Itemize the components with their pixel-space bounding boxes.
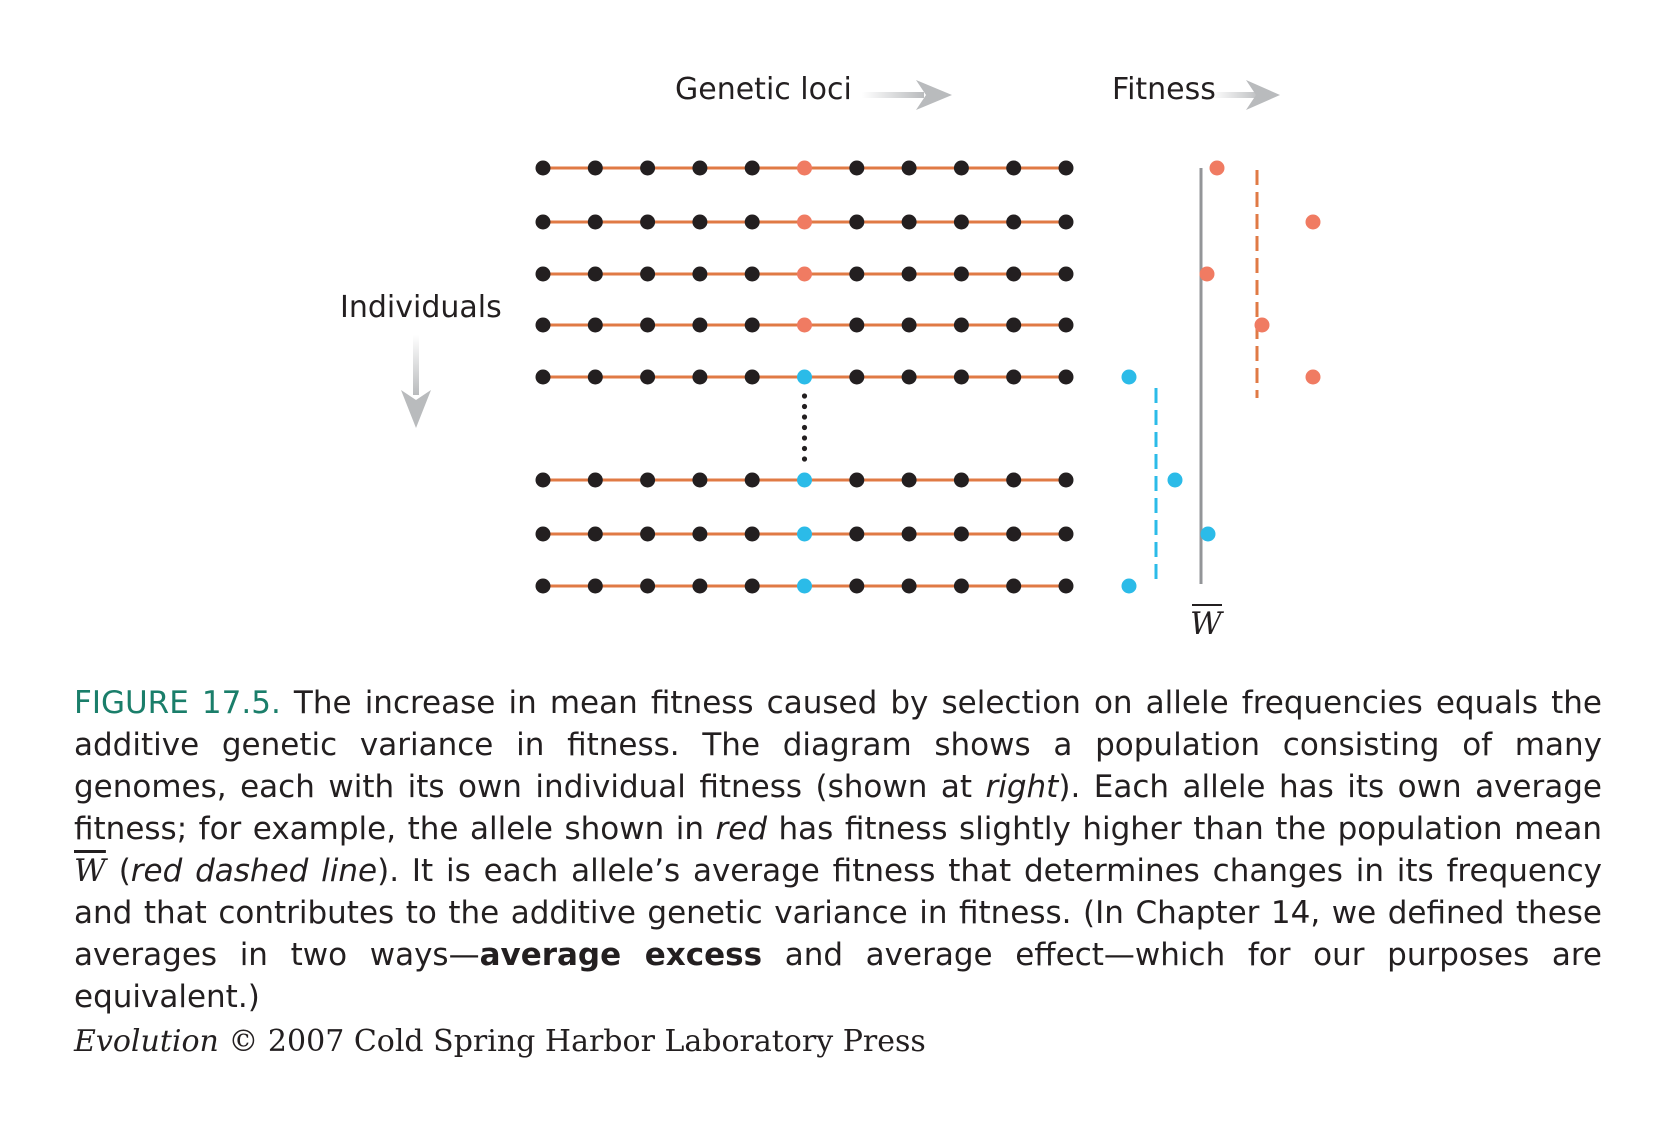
- locus-dot: [902, 579, 917, 594]
- locus-dot: [1059, 370, 1074, 385]
- locus-dot: [849, 579, 864, 594]
- locus-dot: [588, 161, 603, 176]
- locus-dot: [902, 161, 917, 176]
- locus-dot: [1059, 267, 1074, 282]
- red-allele-dot: [797, 267, 812, 282]
- locus-dot: [536, 215, 551, 230]
- fitness-dot-blue-4: [1122, 579, 1137, 594]
- ellipsis-dot: [802, 404, 807, 409]
- red-allele-dot: [797, 318, 812, 333]
- locus-dot: [1059, 527, 1074, 542]
- locus-dot: [954, 267, 969, 282]
- locus-dot: [536, 267, 551, 282]
- locus-dot: [1059, 579, 1074, 594]
- locus-dot: [640, 161, 655, 176]
- locus-dot: [954, 473, 969, 488]
- locus-dot: [640, 370, 655, 385]
- locus-dot: [1006, 267, 1021, 282]
- locus-dot: [692, 473, 707, 488]
- locus-dot: [954, 161, 969, 176]
- locus-dot: [902, 473, 917, 488]
- locus-dot: [902, 370, 917, 385]
- locus-dot: [588, 370, 603, 385]
- genome-row: [536, 318, 1074, 333]
- locus-dot: [640, 579, 655, 594]
- ellipsis-dots: [802, 393, 807, 461]
- locus-dot: [588, 473, 603, 488]
- locus-dot: [745, 579, 760, 594]
- locus-dot: [640, 215, 655, 230]
- locus-dot: [745, 267, 760, 282]
- locus-dot: [536, 370, 551, 385]
- locus-dot: [640, 267, 655, 282]
- locus-dot: [1006, 473, 1021, 488]
- locus-dot: [536, 318, 551, 333]
- blue-allele-dot: [797, 370, 812, 385]
- fitness-dot-blue-2: [1168, 473, 1183, 488]
- locus-dot: [640, 473, 655, 488]
- locus-dot: [1006, 215, 1021, 230]
- fitness-dot-red-2: [1306, 215, 1321, 230]
- blue-allele-dot: [797, 473, 812, 488]
- individuals-label: Individuals: [340, 290, 502, 325]
- individuals-arrow: [401, 335, 431, 428]
- locus-dot: [588, 267, 603, 282]
- locus-dot: [849, 527, 864, 542]
- genome-row: [536, 579, 1074, 594]
- genetic-loci-arrow: [862, 80, 952, 110]
- genome-row: [536, 215, 1074, 230]
- average-excess-term: average excess: [479, 937, 763, 973]
- ellipsis-dot: [802, 435, 807, 440]
- mean-fitness-symbol: W: [1190, 606, 1222, 642]
- locus-dot: [902, 267, 917, 282]
- locus-dot: [902, 318, 917, 333]
- genetic-loci-label: Genetic loci: [675, 72, 852, 107]
- locus-dot: [1059, 161, 1074, 176]
- locus-dot: [954, 215, 969, 230]
- locus-dot: [849, 267, 864, 282]
- locus-dot: [849, 161, 864, 176]
- genome-rows: [536, 161, 1074, 594]
- locus-dot: [692, 527, 707, 542]
- locus-dot: [588, 579, 603, 594]
- genome-row: [536, 370, 1074, 385]
- ellipsis-dot: [802, 456, 807, 461]
- locus-dot: [745, 370, 760, 385]
- locus-dot: [640, 527, 655, 542]
- locus-dot: [1006, 579, 1021, 594]
- genome-row: [536, 267, 1074, 282]
- caption-w-bar: $\overline{W}$: [74, 853, 106, 889]
- fitness-dot-red-1: [1210, 161, 1225, 176]
- locus-dot: [536, 161, 551, 176]
- locus-dot: [902, 527, 917, 542]
- locus-dot: [1059, 318, 1074, 333]
- ellipsis-dot: [802, 446, 807, 451]
- locus-dot: [1006, 370, 1021, 385]
- locus-dot: [588, 215, 603, 230]
- locus-dot: [954, 527, 969, 542]
- ellipsis-dot: [802, 393, 807, 398]
- locus-dot: [692, 318, 707, 333]
- fitness-dot-blue-3: [1201, 527, 1216, 542]
- figure-caption: FIGURE 17.5. The increase in mean fitness caused by selection on allele frequencies equals the additive genetic variance in fitness. The diagram shows a population consisting of many genomes, each with its own individual fitness (shown at right). Each allele has its own average fitness; for example, the allele shown in red has fitness slightly higher than the population mean $\overline{W}$ (red dashed line). It is each allele’s average fitness that determines changes in its frequency and that contributes to the additive genetic variance in fitness. (In Chapter 14, we defined these averages in two ways—average excess and average effect—which for our purposes are equivalent.): [74, 685, 1603, 1015]
- locus-dot: [692, 267, 707, 282]
- locus-dot: [849, 215, 864, 230]
- locus-dot: [954, 370, 969, 385]
- locus-dot: [849, 370, 864, 385]
- locus-dot: [954, 579, 969, 594]
- genome-row: [536, 473, 1074, 488]
- locus-dot: [692, 579, 707, 594]
- blue-allele-dot: [797, 579, 812, 594]
- locus-dot: [745, 527, 760, 542]
- fitness-label: Fitness: [1112, 72, 1216, 107]
- locus-dot: [692, 161, 707, 176]
- ellipsis-dot: [802, 425, 807, 430]
- locus-dot: [1006, 318, 1021, 333]
- locus-dot: [954, 318, 969, 333]
- locus-dot: [745, 473, 760, 488]
- red-allele-dot: [797, 215, 812, 230]
- genome-row: [536, 161, 1074, 176]
- fitness-arrow: [1212, 80, 1280, 110]
- locus-dot: [588, 318, 603, 333]
- overbar: [1192, 604, 1222, 606]
- locus-dot: [1006, 527, 1021, 542]
- figure-label: FIGURE 17.5.: [74, 685, 281, 721]
- fitness-dot-red-4: [1255, 318, 1270, 333]
- locus-dot: [536, 527, 551, 542]
- locus-dot: [1059, 215, 1074, 230]
- ellipsis-dot: [802, 414, 807, 419]
- locus-dot: [536, 579, 551, 594]
- locus-dot: [640, 318, 655, 333]
- fitness-dot-blue-1: [1122, 370, 1137, 385]
- locus-dot: [849, 318, 864, 333]
- locus-dot: [902, 215, 917, 230]
- locus-dot: [745, 215, 760, 230]
- copyright-credit: Evolution © 2007 Cold Spring Harbor Laboratory Press: [74, 1024, 926, 1059]
- locus-dot: [745, 318, 760, 333]
- locus-dot: [692, 215, 707, 230]
- locus-dot: [692, 370, 707, 385]
- locus-dot: [1006, 161, 1021, 176]
- locus-dot: [849, 473, 864, 488]
- locus-dot: [588, 527, 603, 542]
- genome-row: [536, 527, 1074, 542]
- locus-dot: [1059, 473, 1074, 488]
- red-allele-dot: [797, 161, 812, 176]
- blue-allele-dot: [797, 527, 812, 542]
- fitness-dot-red-3: [1200, 267, 1215, 282]
- fitness-dot-red-5: [1306, 370, 1321, 385]
- locus-dot: [536, 473, 551, 488]
- locus-dot: [745, 161, 760, 176]
